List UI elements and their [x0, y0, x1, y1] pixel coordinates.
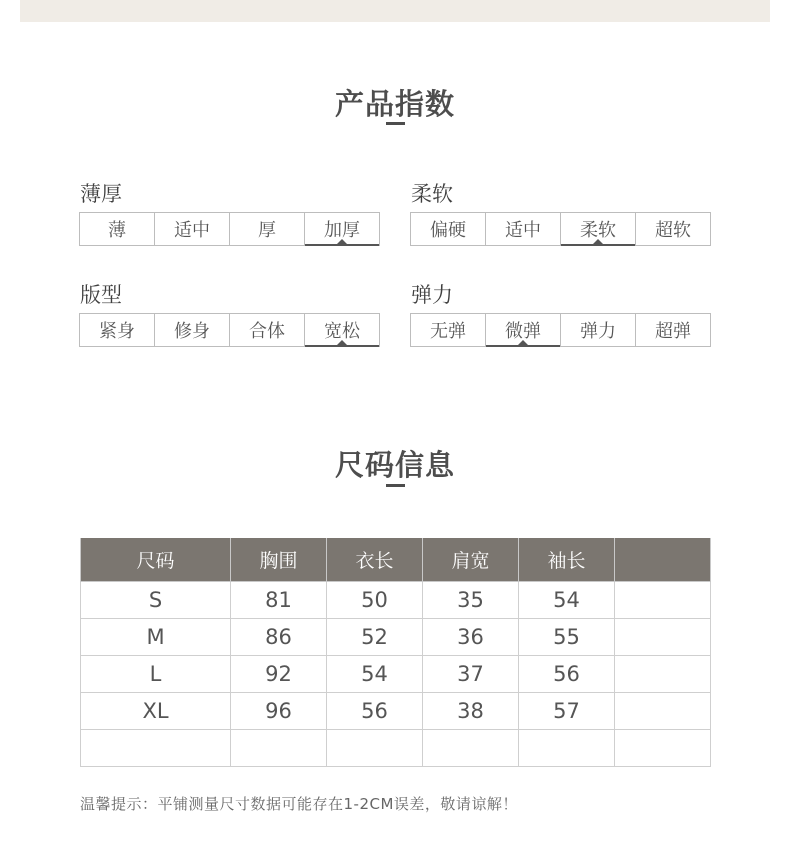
table-cell: 54: [327, 656, 423, 693]
header-shoulder: 肩宽: [423, 538, 519, 582]
table-cell: [81, 730, 231, 767]
table-cell: 86: [231, 619, 327, 656]
table-cell: XL: [81, 693, 231, 730]
table-cell: [423, 730, 519, 767]
table-cell: 36: [423, 619, 519, 656]
table-cell: 50: [327, 582, 423, 619]
group-label-fit: 版型: [80, 283, 122, 307]
table-cell: 81: [231, 582, 327, 619]
softness-option: 偏硬: [411, 213, 486, 245]
table-cell: 38: [423, 693, 519, 730]
measurement-note: 温馨提示：平铺测量尺寸数据可能存在1-2CM误差，敬请谅解！: [80, 795, 518, 813]
table-cell: 56: [327, 693, 423, 730]
fit-scale: [79, 313, 380, 347]
fit-option: 修身: [155, 314, 230, 346]
table-cell: [615, 730, 711, 767]
table-cell: 92: [231, 656, 327, 693]
table-cell: [615, 693, 711, 730]
table-cell: [327, 730, 423, 767]
table-cell: [615, 619, 711, 656]
table-row: [81, 730, 711, 767]
softness-option: 适中: [486, 213, 561, 245]
elasticity-option: 弹力: [561, 314, 636, 346]
group-label-thickness: 薄厚: [80, 182, 122, 206]
thickness-option: 薄: [80, 213, 155, 245]
table-cell: M: [81, 619, 231, 656]
table-row: [81, 656, 711, 693]
table-cell: 37: [423, 656, 519, 693]
softness-option-selected: 柔软: [561, 213, 636, 245]
size-info-underline: [386, 484, 405, 487]
elasticity-option-selected: 微弹: [486, 314, 561, 346]
header-length: 衣长: [327, 538, 423, 582]
fit-option-selected: 宽松: [305, 314, 379, 346]
group-label-softness: 柔软: [411, 182, 453, 206]
table-row: [81, 619, 711, 656]
table-cell: [231, 730, 327, 767]
fit-option: 紧身: [80, 314, 155, 346]
elasticity-option: 超弹: [655, 321, 691, 342]
thickness-option: 适中: [155, 213, 230, 245]
header-chest: 胸围: [231, 538, 327, 582]
table-cell: [615, 582, 711, 619]
thickness-option: 厚: [230, 213, 305, 245]
table-cell: 56: [519, 656, 615, 693]
table-cell: 57: [519, 693, 615, 730]
table-cell: S: [81, 582, 231, 619]
table-cell: 35: [423, 582, 519, 619]
table-cell: 55: [519, 619, 615, 656]
product-index-underline: [386, 122, 405, 125]
table-cell: 54: [519, 582, 615, 619]
fit-option: 合体: [230, 314, 305, 346]
header-sleeve: 袖长: [519, 538, 615, 582]
elasticity-scale: [410, 313, 711, 347]
table-cell: [519, 730, 615, 767]
table-row: [81, 693, 711, 730]
table-row: [81, 582, 711, 619]
header-empty: [615, 538, 711, 582]
size-info-title: 尺码信息: [334, 448, 455, 482]
group-label-elasticity: 弹力: [411, 283, 453, 307]
elasticity-option: 无弹: [411, 314, 486, 346]
table-cell: 52: [327, 619, 423, 656]
table-cell: L: [81, 656, 231, 693]
table-cell: 96: [231, 693, 327, 730]
header-size: 尺码: [81, 538, 231, 582]
thickness-option-selected: 加厚: [305, 213, 379, 245]
thickness-scale: [79, 212, 380, 246]
table-cell: [615, 656, 711, 693]
softness-scale: [410, 212, 711, 246]
product-index-title: 产品指数: [334, 87, 455, 121]
size-table: [80, 538, 711, 767]
top-decor-band: [20, 0, 770, 22]
softness-option: 超软: [655, 220, 691, 241]
table-header-row: [81, 538, 711, 582]
